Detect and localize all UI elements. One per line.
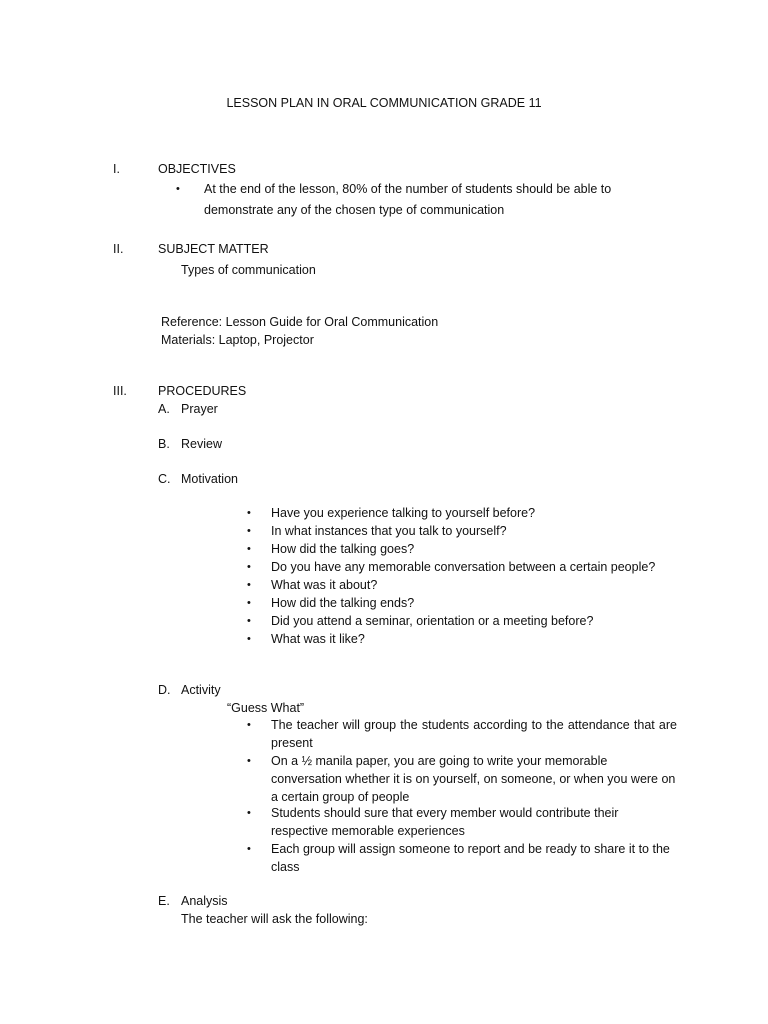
step-letter-d: D. [158, 683, 171, 697]
step-letter-b: B. [158, 437, 170, 451]
subject-reference: Reference: Lesson Guide for Oral Communication [161, 315, 439, 329]
objective-line-1: At the end of the lesson, 80% of the number of students should be able to [204, 182, 612, 196]
bullet-icon: • [247, 597, 251, 609]
bullet-icon: • [247, 561, 251, 573]
motivation-question: How did the talking ends? [271, 596, 415, 610]
activity-title: “Guess What” [227, 701, 305, 715]
motivation-question: What was it about? [271, 578, 378, 592]
activity-item: Each group will assign someone to report and be ready to share it to the class [271, 842, 670, 874]
activity-item: On a ½ manila paper, you are going to write your memorable conversation whether it is on yourself, on someone, or when you were on a certain group of people [271, 754, 676, 804]
step-label-motivation: Motivation [181, 472, 238, 486]
document-title: LESSON PLAN IN ORAL COMMUNICATION GRADE 11 [226, 96, 542, 110]
subject-topic: Types of communication [181, 263, 316, 277]
step-letter-e: E. [158, 894, 170, 908]
section-heading-procedures: PROCEDURES [158, 384, 247, 398]
bullet-icon: • [247, 807, 251, 819]
step-label-analysis: Analysis [181, 894, 228, 908]
step-label-activity: Activity [181, 683, 221, 697]
bullet-icon: • [247, 507, 251, 519]
bullet-icon: • [176, 183, 180, 195]
bullet-icon: • [247, 719, 251, 731]
bullet-icon: • [247, 755, 251, 767]
bullet-icon: • [247, 543, 251, 555]
section-numeral-objectives: I. [113, 162, 120, 176]
step-label-prayer: Prayer [181, 402, 218, 416]
motivation-question: Did you attend a seminar, orientation or a meeting before? [271, 614, 594, 628]
section-heading-objectives: OBJECTIVES [158, 162, 236, 176]
step-letter-c: C. [158, 472, 171, 486]
analysis-text: The teacher will ask the following: [181, 912, 368, 926]
activity-item: Students should sure that every member would contribute their respective memorable experiences [271, 806, 619, 838]
bullet-icon: • [247, 843, 251, 855]
motivation-question: Do you have any memorable conversation between a certain people? [271, 560, 656, 574]
subject-materials: Materials: Laptop, Projector [161, 333, 314, 347]
motivation-question: How did the talking goes? [271, 542, 415, 556]
section-heading-subject-matter: SUBJECT MATTER [158, 242, 269, 256]
bullet-icon: • [247, 579, 251, 591]
motivation-question: In what instances that you talk to yourself? [271, 524, 507, 538]
motivation-question: Have you experience talking to yourself before? [271, 506, 536, 520]
motivation-question: What was it like? [271, 632, 365, 646]
objective-line-2: demonstrate any of the chosen type of communication [204, 203, 505, 217]
section-numeral-subject-matter: II. [113, 242, 124, 256]
section-numeral-procedures: III. [113, 384, 127, 398]
bullet-icon: • [247, 525, 251, 537]
bullet-icon: • [247, 615, 251, 627]
bullet-icon: • [247, 633, 251, 645]
step-label-review: Review [181, 437, 222, 451]
activity-item: The teacher will group the students according to the attendance that are present [271, 718, 677, 750]
step-letter-a: A. [158, 402, 170, 416]
